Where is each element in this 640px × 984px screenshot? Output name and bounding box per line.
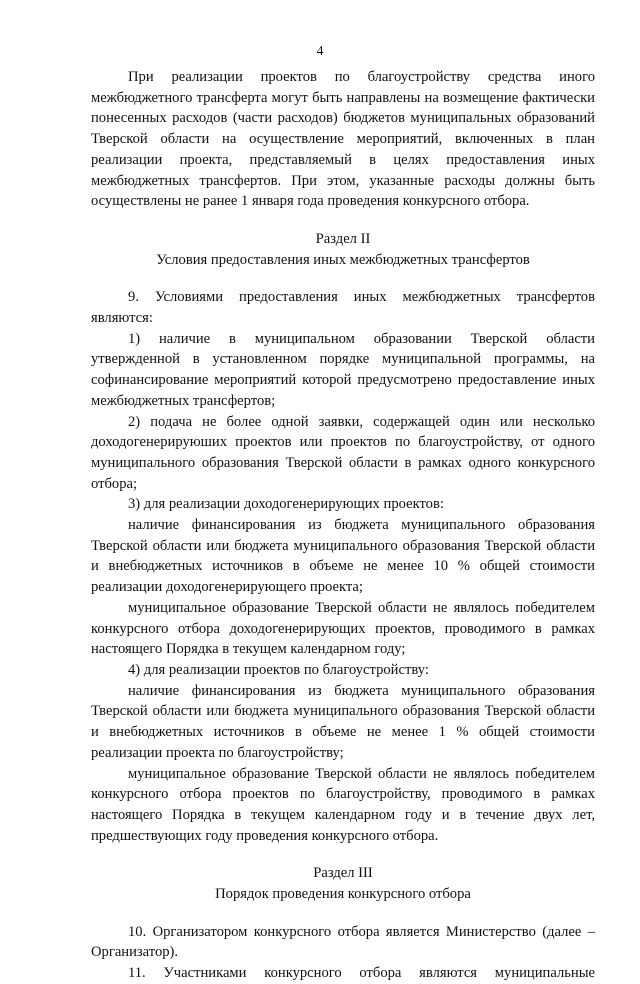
clause-11: 11. Участниками конкурсного отбора являются муниципальные — [128, 965, 595, 982]
clause-9-item-3: 3) для реализации доходогенерирующих проектов: — [128, 496, 444, 513]
section-2-title: Раздел II — [315, 230, 371, 247]
clause-9-item-4-condition-a: наличие финансирования из бюджета муниципального образования Тверской области или бюджета муниципального образования Тверской области и внебюджетных источников в объеме не менее 1 % общей стоимости реализации проекта по благоустройству; — [91, 682, 595, 761]
clause-9-item-3-condition-b: муниципальное образование Тверской области не являлось победителем конкурсного отбора доходогенерирующих проектов, проводимого в рамках настоящего Порядка в текущем календарном году; — [91, 599, 595, 658]
clause-9-item-3-condition-a: наличие финансирования из бюджета муниципального образования Тверской области или бюджета муниципального образования Тверской области и внебюджетных источников в объеме не менее 10 % общей стоимости реализации доходогенерирующего проекта; — [91, 517, 595, 596]
clause-9-item-2: 2) подача не более одной заявки, содержащей один или несколько доходогенерируюших проектов или проектов по благоустройству, от одного муниципального образования Тверской области в рамках одного конкурсного отбора; — [91, 413, 595, 492]
clause-10: 10. Организатором конкурсного отбора является Министерство (далее – Организатор). — [91, 923, 595, 961]
clause-9-item-4: 4) для реализации проектов по благоустройству: — [128, 661, 429, 678]
document-body — [91, 67, 595, 984]
page-number: 4 — [316, 44, 324, 59]
section-2-subtitle: Условия предоставления иных межбюджетных трансфертов — [156, 251, 530, 268]
clause-9-item-1: 1) наличие в муниципальном образовании Тверской области утвержденной в установленном порядке муниципальной программы, на софинансирование мероприятий которой предусмотрено предоставление иных межбюджетных трансфертов; — [91, 330, 595, 409]
clause-9: 9. Условиями предоставления иных межбюджетных трансфертов являются: — [91, 289, 595, 327]
section-3-title: Раздел III — [313, 865, 373, 882]
intro-paragraph: При реализации проектов по благоустройству средства иного межбюджетного трансферта могут быть направлены на возмещение фактически понесенных расходов (части расходов) бюджетов муниципальных образований Тверской области на осуществление мероприятий, включенных в план реализации проекта, представляемый в целях предоставления иных межбюджетных трансфертов. При этом, указанные расходы должны быть осуществлены не ранее 1 января года проведения конкурсного отбора. — [91, 69, 595, 210]
section-3-subtitle: Порядок проведения конкурсного отбора — [215, 886, 471, 903]
clause-9-item-4-condition-b: муниципальное образование Тверской области не являлось победителем конкурсного отбора проектов по благоустройству, проводимого в рамках настоящего Порядка в текущем календарном году и в течение двух лет, предшествующих году проведения конкурсного отбора. — [91, 765, 595, 844]
